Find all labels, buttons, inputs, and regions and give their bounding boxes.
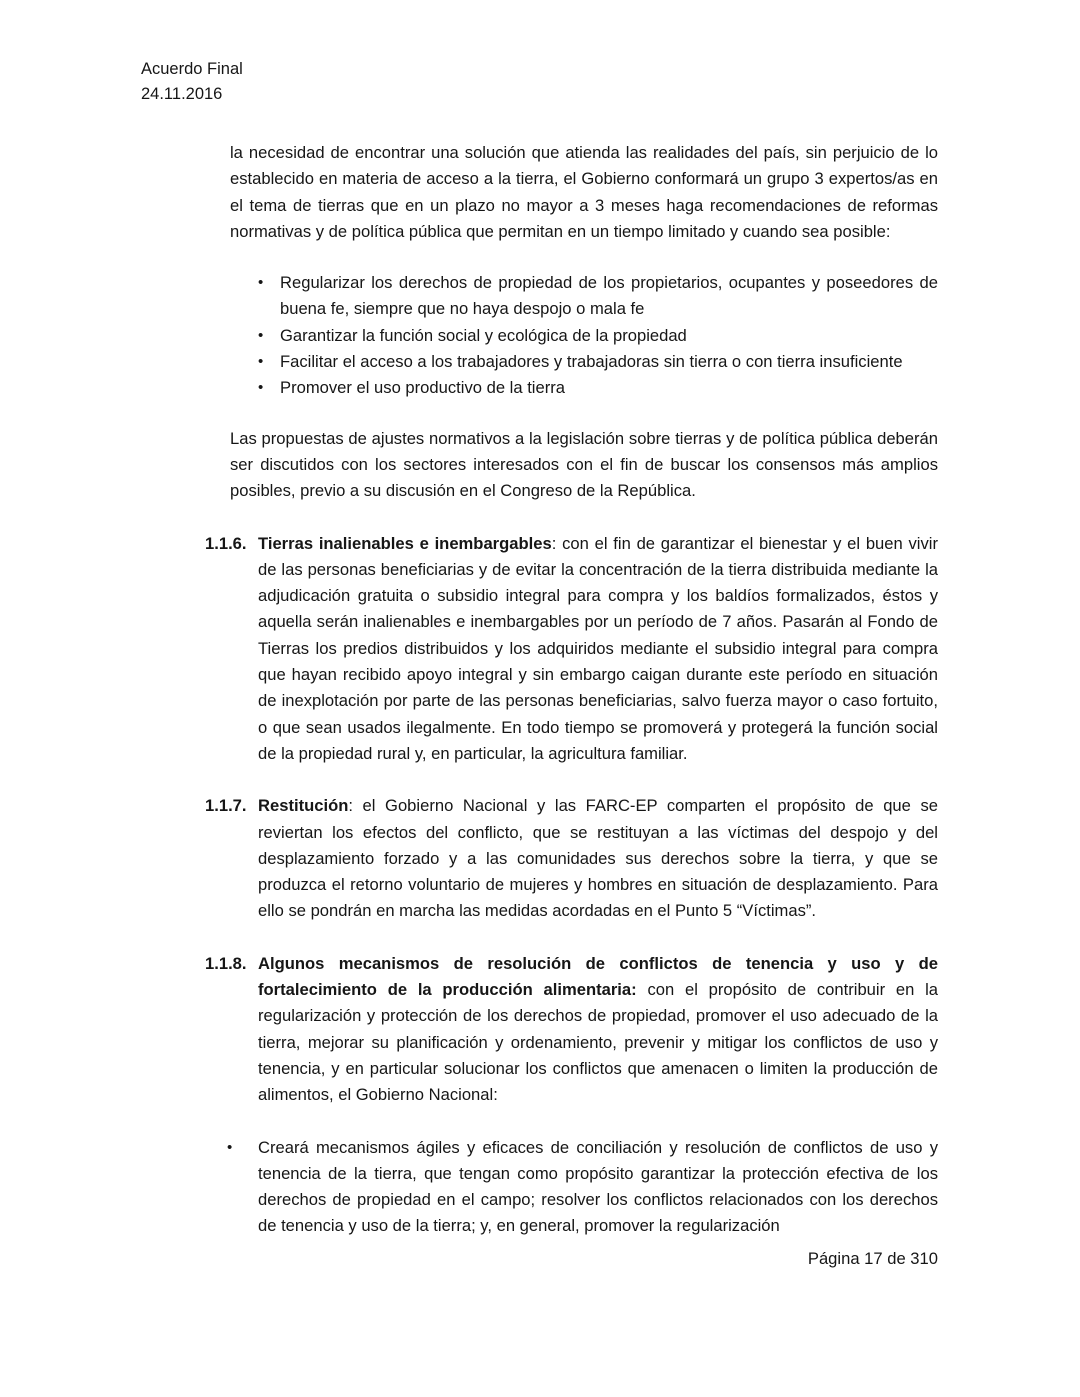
clause-body xyxy=(258,951,938,1109)
sub-bullet-list xyxy=(205,1135,938,1240)
list-item-text: Promover el uso productivo de la tierra xyxy=(280,378,565,398)
post-bullets-paragraph: Las propuestas de ajustes normativos a la legislación sobre tierras y de política pública deberán ser discutidos con los sectores interesados con el fin de buscar los consensos más amplios posibles, previo a su discusión en el Congreso de la República. xyxy=(230,428,938,501)
bullet-list xyxy=(205,270,938,401)
clause-number: 1.1.6. xyxy=(205,533,247,553)
document-header xyxy=(141,57,243,107)
clause-text: : el Gobierno Nacional y las FARC-EP comparten el propósito de que se reviertan los efectos del conflicto, que se restituyan a las víctimas del despojo y del desplazamiento forzado y a las comunidades sus derechos sobre la tierra, y que se produzca el retorno voluntario de mujeres y hombres en situación de desplazamiento. Para ello se pondrán en marcha las medidas acordadas en el Punto 5 “Víctimas”. xyxy=(258,796,938,921)
list-item xyxy=(258,349,938,375)
intro-paragraph: la necesidad de encontrar una solución que atienda las realidades del país, sin perjuicio de lo establecido en materia de acceso a la tierra, el Gobierno conformará un grupo 3 expertos/as en el tema de tierras que en un plazo no mayor a 3 meses haga recomendaciones de reformas normativas y de política pública que permitan en un tiempo limitado y cuando sea posible: xyxy=(230,143,938,241)
bullet-marker-icon: • xyxy=(258,274,264,292)
page-number-label: Página 17 de 310 xyxy=(807,1249,938,1268)
document-body xyxy=(205,140,938,1240)
list-item-text: Facilitar el acceso a los trabajadores y trabajadoras sin tierra o con tierra insuficiente xyxy=(280,352,903,372)
list-item xyxy=(258,323,938,349)
list-item xyxy=(227,1135,938,1240)
clause-body xyxy=(258,793,938,924)
bullet-marker-icon: • xyxy=(227,1138,233,1156)
bullet-marker-icon: • xyxy=(258,379,264,397)
list-item xyxy=(258,270,938,323)
list-item xyxy=(258,375,938,401)
list-item-text: Creará mecanismos ágiles y eficaces de conciliación y resolución de conflictos de uso y tenencia de la tierra, que tengan como propósito garantizar la protección efectiva de los derechos de propiedad en el campo; resolver los conflictos relacionados con los derechos de tenencia y uso de la tierra; y, en general, promover la regularización xyxy=(258,1137,938,1236)
clause-text: con el propósito de contribuir en la regularización y protección de los derechos de propiedad, promover el uso adecuado de la tierra, mejorar su planificación y ordenamiento, prevenir y mitigar los conflictos de uso y tenencia, y en particular solucionar los conflictos que amenacen o limiten la producción de alimentos, el Gobierno Nacional: xyxy=(258,980,939,1105)
bullet-marker-icon: • xyxy=(258,326,264,344)
clause-1-1-6 xyxy=(205,531,938,768)
clause-number: 1.1.7. xyxy=(205,796,247,816)
clause-body xyxy=(258,531,938,768)
clause-heading: Algunos mecanismos de resolución de conflictos de tenencia y uso y de fortalecimiento de la producción alimentaria: xyxy=(258,953,938,1000)
clause-1-1-7 xyxy=(205,793,938,924)
clause-heading: Restitución xyxy=(258,796,349,816)
clause-heading: Tierras inalienables e inembargables xyxy=(258,533,552,553)
list-item-text: Regularizar los derechos de propiedad de los propietarios, ocupantes y poseedores de buena fe, siempre que no haya despojo o mala fe xyxy=(280,273,938,319)
clause-number: 1.1.8. xyxy=(205,953,247,973)
header-title: Acuerdo Final xyxy=(141,60,243,78)
page-footer xyxy=(205,1246,938,1272)
bullet-marker-icon: • xyxy=(258,353,264,371)
clause-1-1-8 xyxy=(205,951,938,1109)
header-date: 24.11.2016 xyxy=(141,85,223,103)
list-item-text: Garantizar la función social y ecológica de la propiedad xyxy=(280,325,687,345)
clause-text: : con el fin de garantizar el bienestar y el buen vivir de las personas beneficiarias y de evitar la concentración de la tierra distribuida mediante la adjudicación gratuita o subsidio integral para compra y los baldíos formalizados, éstos y aquella serán inalienables e inembargables por un período de 7 años. Pasarán al Fondo de Tierras los predios distribuidos y los adquiridos mediante el subsidio integral para compra que hayan recibido apoyo integral y sin embargo caigan durante este período en situación de inexplotación por parte de las personas beneficiarias, salvo fuerza mayor o caso fortuito, o que sean usados ilegalmente. En todo tiempo se promoverá y protegerá la función social de la propiedad rural y, en particular, la agricultura familiar. xyxy=(258,533,938,763)
